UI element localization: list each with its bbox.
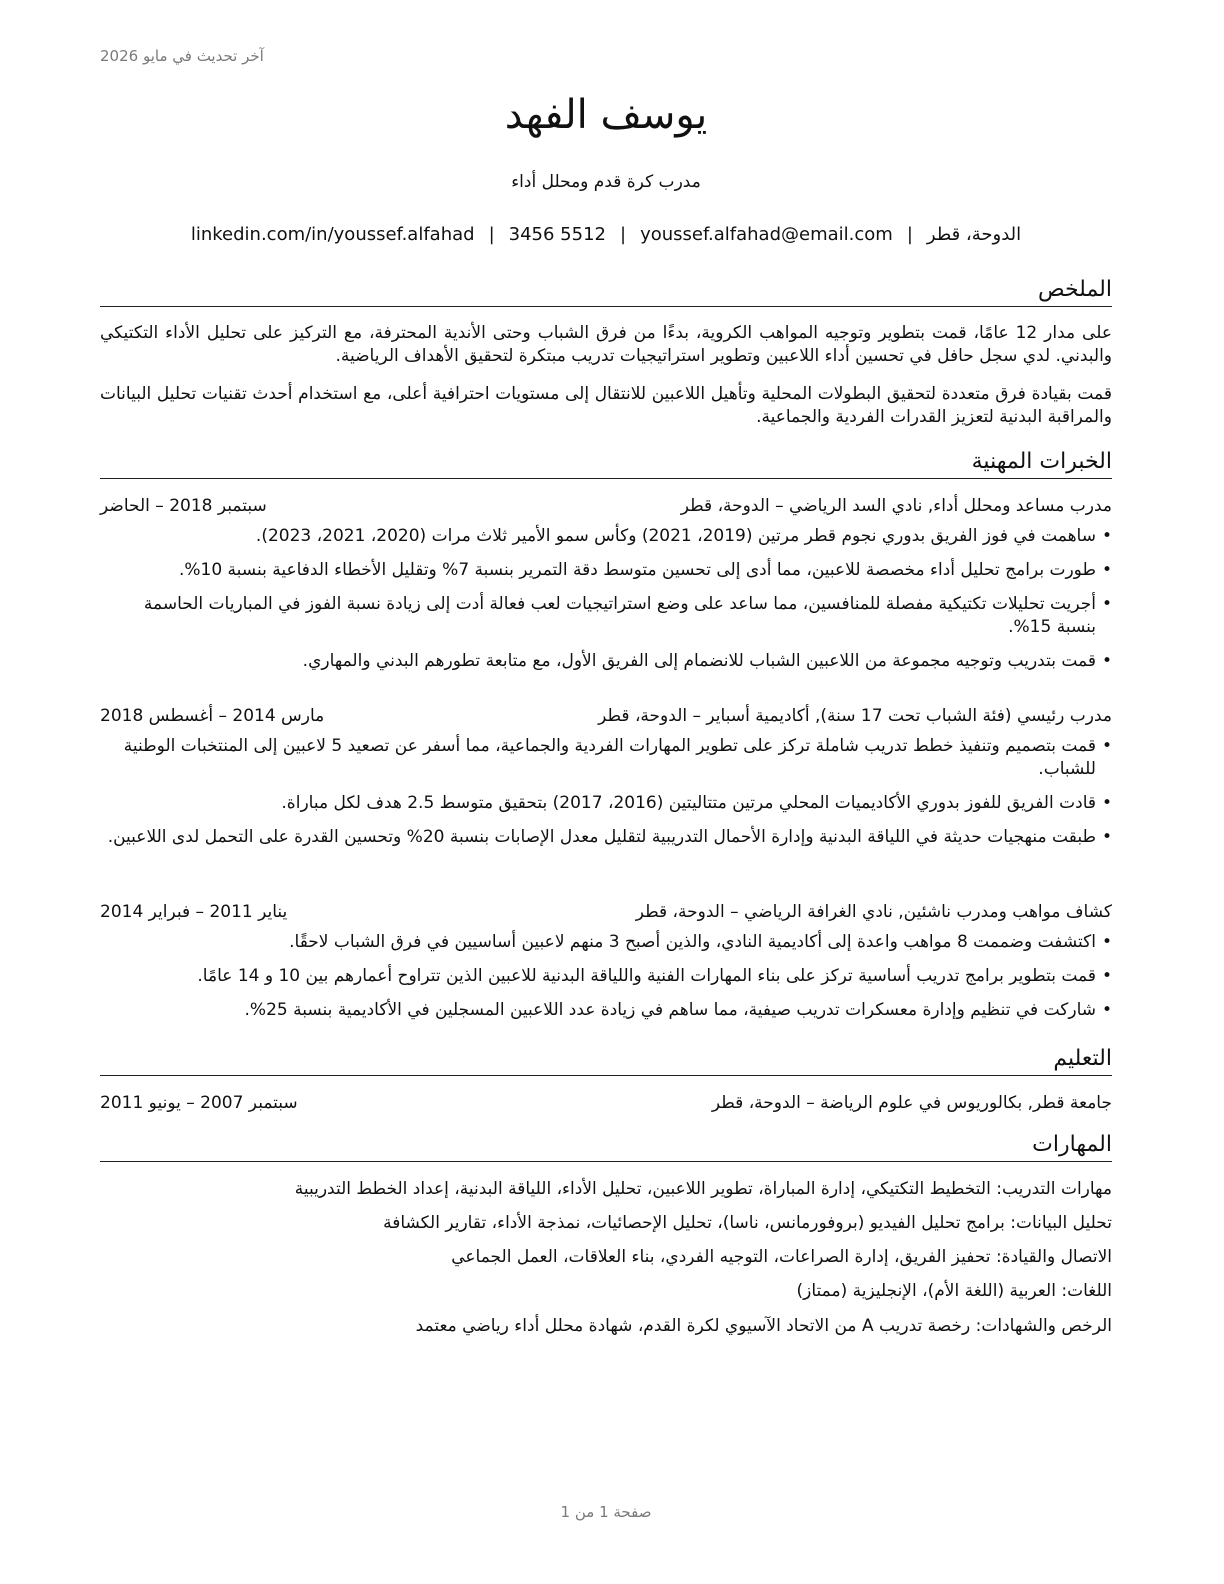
job-dates: سبتمبر 2018 – الحاضر — [100, 496, 267, 516]
education-heading: التعليم — [100, 1045, 1112, 1076]
education-entry — [100, 1091, 1112, 1115]
summary-heading: الملخص — [100, 276, 1112, 307]
skill-line: الرخص والشهادات: رخصة تدريب A من الاتحاد الآسيوي لكرة القدم، شهادة محلل أداء رياضي معتمد — [415, 1316, 1112, 1336]
job-dates: يناير 2011 – فبراير 2014 — [100, 902, 288, 922]
job-header — [100, 900, 1112, 924]
contact-email[interactable]: youssef.alfahad@email.com — [640, 224, 893, 245]
experience-heading: الخبرات المهنية — [100, 448, 1112, 479]
contact-separator: | — [488, 224, 495, 245]
list-item: • قمت بتدريب وتوجيه مجموعة من اللاعبين الشباب للانضمام إلى الفريق الأول، مع متابعة تطورهم البدني والمهاري. — [100, 650, 1112, 673]
job-bullets — [100, 735, 1112, 860]
list-item: • طورت برامج تحليل أداء مخصصة للاعبين، مما أدى إلى تحسين متوسط دقة التمرير بنسبة 7% وتقليل الأخطاء الدفاعية بنسبة 10%. — [100, 559, 1112, 582]
job-title: مدرب رئيسي (فئة الشباب تحت 17 سنة), أكاديمية أسباير – الدوحة، قطر — [598, 706, 1112, 726]
page-number: صفحة 1 من 1 — [560, 1503, 652, 1521]
education-dates: سبتمبر 2007 – يونيو 2011 — [100, 1093, 298, 1113]
summary-paragraph: على مدار 12 عامًا، قمت بتطوير وتوجيه المواهب الكروية، بدءًا من فرق الشباب وحتى الأندية المحترفة، مع التركيز على تحليل الأداء التكتيكي والبدني. لدي سجل حافل في تحسين أداء اللاعبين وتطوير استراتيجيات تدريب مبتكرة لتحقيق الأهداف الرياضية. — [100, 323, 1112, 366]
job-title: مدرب مساعد ومحلل أداء, نادي السد الرياضي – الدوحة، قطر — [680, 496, 1112, 516]
job-dates: مارس 2014 – أغسطس 2018 — [100, 706, 325, 726]
list-item: • أجريت تحليلات تكتيكية مفصلة للمنافسين، مما ساعد على وضع استراتيجيات لعب فعالة أدت إلى زيادة نسبة الفوز في المباريات الحاسمة بنسبة 15%. — [100, 593, 1112, 639]
job-bullets — [100, 525, 1112, 684]
education-degree: جامعة قطر, بكالوريوس في علوم الرياضة – الدوحة، قطر — [711, 1093, 1112, 1113]
candidate-name: يوسف الفهد — [504, 92, 708, 138]
skills-heading: المهارات — [100, 1131, 1112, 1162]
job-header — [100, 704, 1112, 728]
list-item: • ساهمت في فوز الفريق بدوري نجوم قطر مرتين (2019، 2021) وكأس سمو الأمير ثلاث مرات (2020، 2021، 2023). — [100, 525, 1112, 548]
job-bullets — [100, 931, 1112, 1033]
job-title: كشاف مواهب ومدرب ناشئين, نادي الغرافة الرياضي – الدوحة، قطر — [635, 902, 1112, 922]
last-updated: آخر تحديث في مايو 2026 — [100, 47, 264, 65]
skill-line: مهارات التدريب: التخطيط التكتيكي، إدارة المباراة، تطوير اللاعبين، تحليل الأداء، اللياقة البدنية، إعداد الخطط التدريبية — [294, 1179, 1112, 1199]
contact-separator: | — [620, 224, 627, 245]
list-item: • قمت بتطوير برامج تدريب أساسية تركز على بناء المهارات الفنية واللياقة البدنية للاعبين الذين تتراوح أعمارهم بين 10 و 14 عامًا. — [100, 965, 1112, 988]
list-item: • قادت الفريق للفوز بدوري الأكاديميات المحلي مرتين متتاليتين (2016، 2017) بتحقيق متوسط 2.5 هدف لكل مباراة. — [100, 792, 1112, 815]
list-item: • اكتشفت وضممت 8 مواهب واعدة إلى أكاديمية النادي، والذين أصبح 3 منهم لاعبين أساسيين في فرق الشباب لاحقًا. — [100, 931, 1112, 954]
list-item: • قمت بتصميم وتنفيذ خطط تدريب شاملة تركز على تطوير المهارات الفردية والجماعية، مما أسفر عن تصعيد 5 لاعبين إلى المنتخبات الوطنية للشباب. — [100, 735, 1112, 781]
contact-separator: | — [906, 224, 913, 245]
skill-line: الاتصال والقيادة: تحفيز الفريق، إدارة الصراعات، التوجيه الفردي، بناء العلاقات، العمل الجماعي — [451, 1247, 1112, 1267]
contact-location: الدوحة، قطر — [926, 224, 1022, 245]
job-header — [100, 494, 1112, 518]
list-item: • طبقت منهجيات حديثة في اللياقة البدنية وإدارة الأحمال التدريبية لتقليل معدل الإصابات بنسبة 20% وتحسين القدرة على التحمل لدى اللاعبين. — [100, 826, 1112, 849]
contact-phone: 3456 5512 — [508, 224, 606, 245]
resume-page — [100, 0, 1112, 1584]
contact-linkedin[interactable]: linkedin.com/in/youssef.alfahad — [190, 224, 475, 245]
contact-line — [100, 224, 1112, 245]
skill-line: تحليل البيانات: برامج تحليل الفيديو (بروفورمانس، ناسا)، تحليل الإحصائيات، نمذجة الأداء، تقارير الكشافة — [383, 1213, 1112, 1233]
skill-line: اللغات: العربية (اللغة الأم)، الإنجليزية (ممتاز) — [796, 1281, 1112, 1301]
candidate-title: مدرب كرة قدم ومحلل أداء — [511, 172, 701, 192]
summary-paragraph: قمت بقيادة فرق متعددة لتحقيق البطولات المحلية وتأهيل اللاعبين للانتقال إلى مستويات احترافية أعلى، مع استخدام أحدث تقنيات تحليل البيانات والمراقبة البدنية لتعزيز القدرات الفردية والجماعية. — [100, 384, 1112, 427]
list-item: • شاركت في تنظيم وإدارة معسكرات تدريب صيفية، مما ساهم في زيادة عدد اللاعبين المسجلين في الأكاديمية بنسبة 25%. — [100, 999, 1112, 1022]
